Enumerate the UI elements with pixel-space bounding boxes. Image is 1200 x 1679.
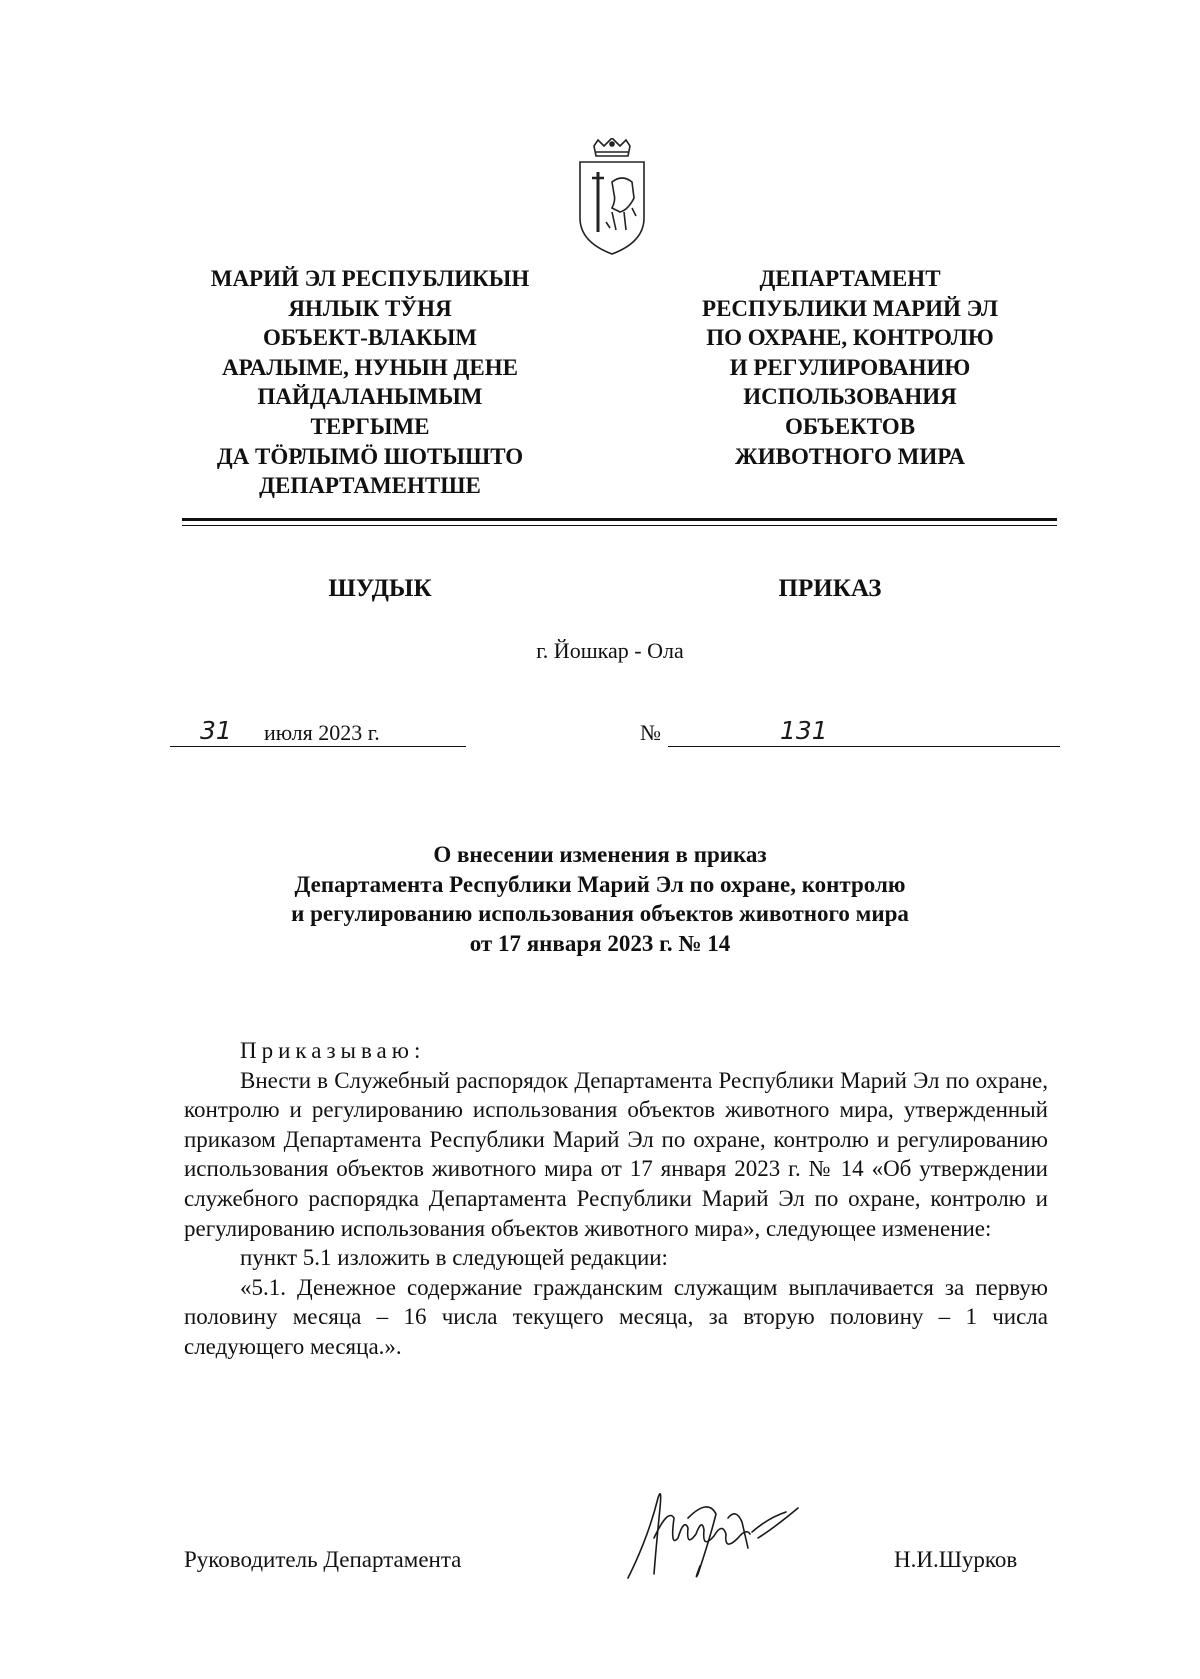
paragraph-quote: «5.1. Денежное содержание гражданским служащим выплачивается за первую половину месяца – 16 числа текущего месяца, за вторую половину – 1 числа следующего месяца.». — [184, 1274, 1048, 1359]
header-right-russian — [660, 264, 1040, 471]
header-right-line: РЕСПУБЛИКИ МАРИЙ ЭЛ — [702, 295, 998, 321]
document-body — [184, 1036, 1048, 1362]
header-left-line: ДЕПАРТАМЕНТШЕ — [259, 473, 481, 499]
header-left-line: АРАЛЫМЕ, НУНЫН ДЕНЕ — [222, 354, 518, 380]
doc-type-russian: ПРИКАЗ — [778, 575, 882, 602]
header-right-line: ЖИВОТНОГО МИРА — [735, 443, 965, 469]
number-sign: № — [640, 720, 661, 745]
date-month-year: июля 2023 г. — [264, 720, 380, 745]
city-label: г. Йошкар - Ола — [536, 638, 684, 663]
header-right-line: И РЕГУЛИРОВАНИЮ — [729, 354, 971, 380]
number-underline — [668, 746, 1060, 747]
header-divider-thin — [182, 525, 1057, 526]
header-left-line: ДА ТӦРЛЫМӦ ШОТЫШТО — [216, 443, 524, 469]
header-right-line: ПО ОХРАНЕ, КОНТРОЛЮ — [706, 325, 994, 351]
doc-type-mari: ШУДЫК — [328, 575, 432, 602]
title-line: и регулированию использования объектов животного мира — [291, 901, 909, 926]
coat-of-arms-icon — [576, 138, 648, 256]
header-right-line: ИСПОЛЬЗОВАНИЯ — [743, 384, 957, 410]
signatory-position: Руководитель Департамента — [184, 1547, 462, 1572]
header-right-line: ОБЪЕКТОВ — [784, 413, 916, 439]
header-left-line: ПАЙДАЛАНЫМЫМ — [257, 384, 483, 410]
header-left-line: ЯНЛЫК ТЎНЯ — [288, 295, 452, 321]
paragraph-point: пункт 5.1 изложить в следующей редакции: — [240, 1245, 668, 1271]
title-line: О внесении изменения в приказ — [433, 842, 767, 867]
title-line: от 17 января 2023 г. № 14 — [469, 930, 731, 956]
header-left-mari — [170, 264, 570, 501]
header-left-line: ОБЪЕКТ-ВЛАКЫМ — [262, 325, 478, 351]
document-title — [150, 840, 1050, 958]
signature-icon — [618, 1478, 818, 1588]
order-word: Приказываю: — [240, 1038, 426, 1063]
header-left-line: ТЕРГЫМЕ — [310, 413, 430, 439]
signatory-name: Н.И.Шурков — [894, 1547, 1018, 1572]
header-right-line: ДЕПАРТАМЕНТ — [759, 266, 941, 291]
paragraph-main: Внести в Служебный распорядок Департамента Республики Марий Эл по охране, контролю и регулированию использования объектов животного мира, утвержденный приказом Департамента Республики Марий Эл по охране, контролю и регулированию использования объектов животного мира от 17 января 2023 г. № 14 «Об утверждении служебного распорядка Департамента Республики Марий Эл по охране, контролю и регулированию использования объектов животного мира», следующее изменение: — [184, 1067, 1048, 1241]
title-line: Департамента Республики Марий Эл по охране, контролю — [294, 871, 906, 897]
date-day-handwritten: 31 — [200, 716, 232, 745]
header-left-line: МАРИЙ ЭЛ РЕСПУБЛИКЫН — [210, 266, 530, 291]
number-handwritten: 131 — [780, 716, 828, 745]
date-underline — [170, 746, 466, 747]
header-divider-thick — [182, 518, 1057, 521]
